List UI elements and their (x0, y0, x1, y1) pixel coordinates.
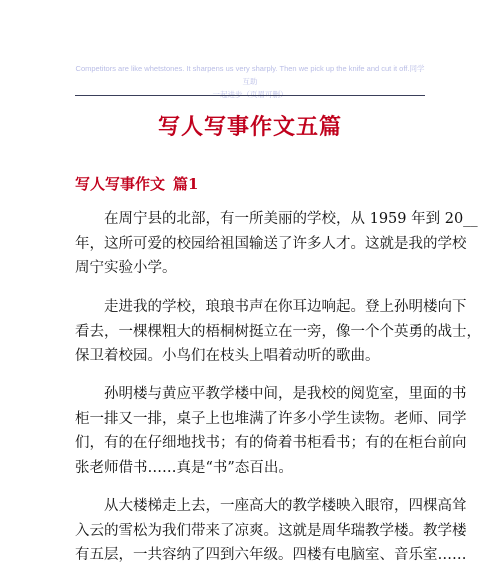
paragraph-line: 在周宁县的北部，有一所美丽的学校，从 1959 年到 20__ (104, 211, 478, 227)
header-text-line-2: 一起进步（页眉可删） (212, 90, 288, 99)
paragraph (75, 295, 481, 369)
section-number: 篇1 (173, 175, 199, 193)
paragraph-line: 们，有的在仔细地找书；有的倚着书柜看书；有的在柜台前向 (75, 435, 467, 451)
paragraph-line: 从大楼梯走上去，一座高大的教学楼映入眼帘，四棵高耸 (104, 498, 467, 514)
paragraph (75, 207, 478, 281)
paragraph-line: 孙明楼与黄应平教学楼中间，是我校的阅览室，里面的书 (104, 386, 467, 402)
section-heading (75, 172, 198, 196)
paragraph-line: 看去，一棵棵粗大的梧桐树挺立在一旁，像一个个英勇的战士， (75, 323, 481, 340)
paragraph-line: 张老师借书……真是“书”态百出。 (75, 459, 293, 476)
paragraph-line: 柜一排又一排，桌子上也堆满了许多小学生读物。老师、同学 (75, 410, 467, 427)
paragraph (75, 494, 467, 568)
header-divider (75, 95, 425, 96)
paragraph-line: 走进我的学校，琅琅书声在你耳边响起。登上孙明楼向下 (104, 299, 467, 315)
paragraph (75, 382, 467, 480)
section-heading-text: 写人写事作文 (75, 175, 166, 193)
paragraph-line: 保卫着校园。小鸟们在枝头上唱着动听的歌曲。 (75, 348, 380, 364)
paragraph-line: 入云的雪松为我们带来了凉爽。这就是周华瑞教学楼。教学楼 (75, 522, 467, 539)
paragraph-line: 周宁实验小学。 (75, 260, 177, 276)
paragraph-line: 年，这所可爱的校园给祖国输送了许多人才。这就是我的学校 (75, 235, 467, 252)
header-text-line-1: Competitors are like whetstones. It sharpens us very sharply. Then we pick up the knife and cut it off.同学互助 (75, 64, 425, 86)
document-title: 写人写事作文五篇 (157, 114, 342, 140)
paragraph-line: 有五层，一共容纳了四到六年级。四楼有电脑室、音乐室…… (75, 547, 467, 563)
